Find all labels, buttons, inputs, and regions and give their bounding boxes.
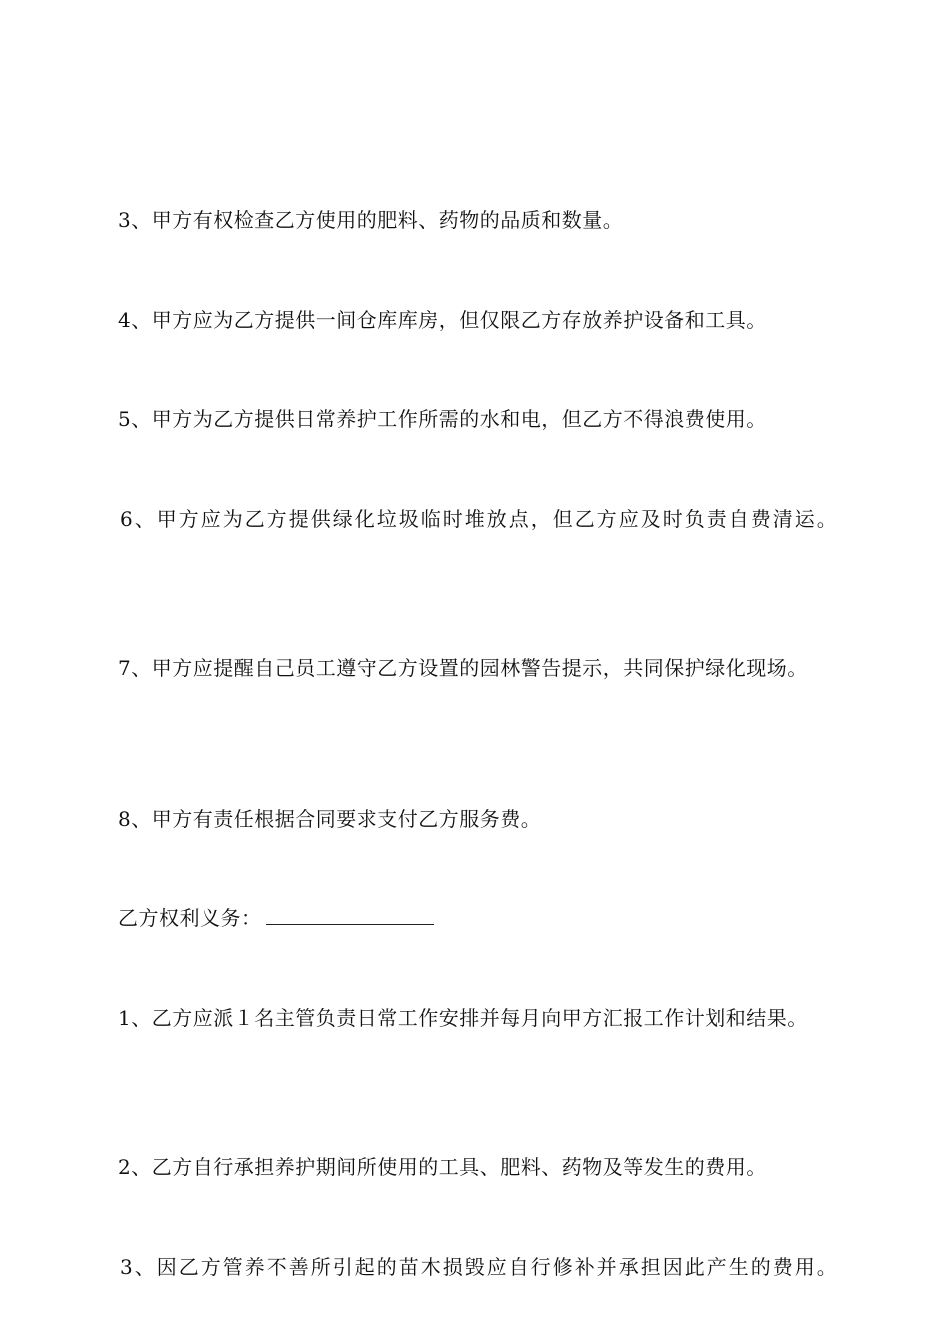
- clause-b2: 2、乙方自行承担养护期间所使用的工具、肥料、药物及等发生的费用。: [118, 1155, 767, 1179]
- fill-in-blank: [266, 906, 434, 925]
- clause-a6: 6、甲方应为乙方提供绿化垃圾临时堆放点，但乙方应及时负责自费清运。: [120, 507, 839, 531]
- clause-b1: 1、乙方应派１名主管负责日常工作安排并每月向甲方汇报工作计划和结果。: [118, 1006, 808, 1030]
- clause-a3: 3、甲方有权检查乙方使用的肥料、药物的品质和数量。: [118, 208, 624, 232]
- party-b-heading-text: 乙方权利义务：: [118, 906, 262, 930]
- clause-a4: 4、甲方应为乙方提供一间仓库库房，但仅限乙方存放养护设备和工具。: [118, 308, 767, 332]
- clause-a8: 8、甲方有责任根据合同要求支付乙方服务费。: [118, 807, 542, 831]
- clause-a5: 5、甲方为乙方提供日常养护工作所需的水和电，但乙方不得浪费使用。: [118, 407, 767, 431]
- section-heading-party-b: [118, 904, 434, 932]
- clause-a7: 7、甲方应提醒自己员工遵守乙方设置的园林警告提示，共同保护绿化现场。: [118, 656, 808, 680]
- clause-b3: 3、因乙方管养不善所引起的苗木损毁应自行修补并承担因此产生的费用。: [120, 1255, 839, 1279]
